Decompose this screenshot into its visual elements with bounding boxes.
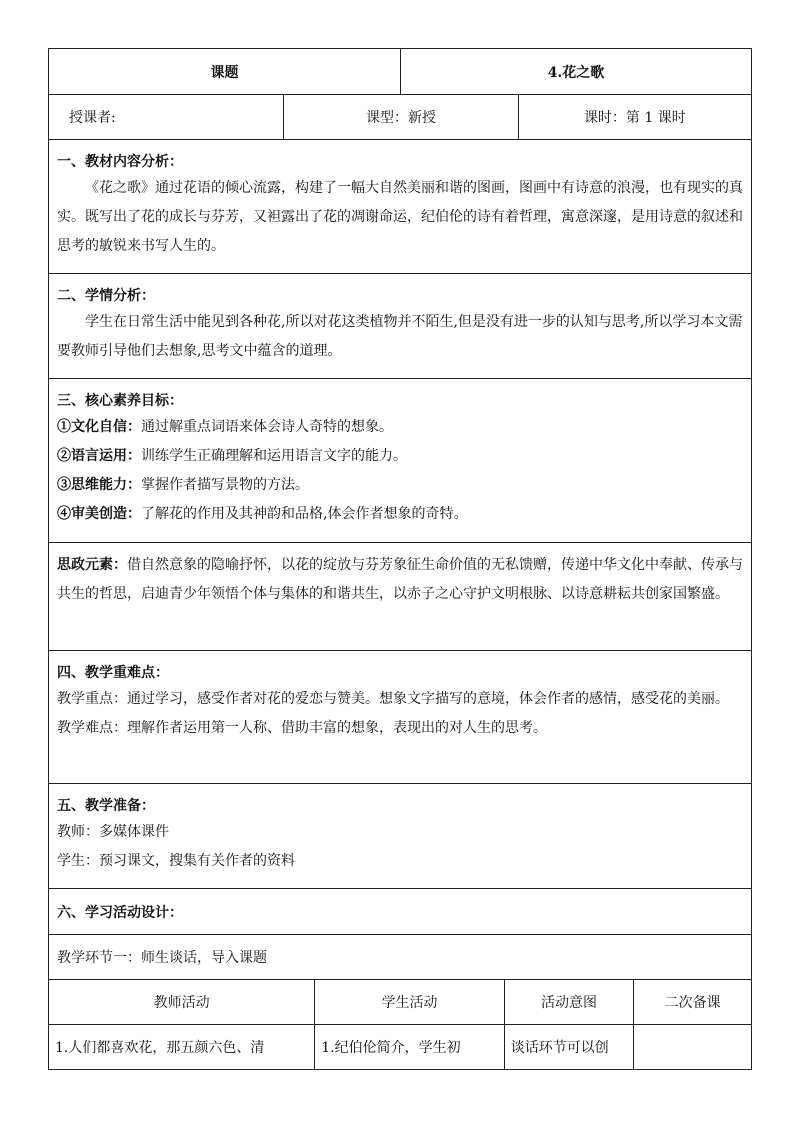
lesson-plan-table [48,48,752,1070]
students-section [48,274,752,379]
key-focus: 教学重点：通过学习，感受作者对花的爱恋与赞美。想象文字描写的意境，体会作者的感情，感受花的美丽。 [57,691,729,707]
activity-row [48,1025,752,1070]
lesson-time: 课时：第 1 课时 [518,95,751,139]
ideology-paragraph [57,551,743,609]
students-text: 学生在日常生活中能见到各种花,所以对花这类植物并不陌生,但是没有进一步的认知与思考,所以学习本文需要教师引导他们去想象,思考文中蕴含的道理。 [57,314,743,359]
goal-item [57,413,743,442]
goal-text: 通过解重点词语来体会诗人奇特的想象。 [141,419,393,435]
topic-value: 4.花之歌 [400,49,751,94]
col-student-activity: 学生活动 [314,980,503,1024]
material-text: 《花之歌》通过花语的倾心流露，构建了一幅大自然美丽和谐的图画，图画中有诗意的浪漫，也有现实的真实。既写出了花的成长与芬芳，又袒露出了花的凋谢命运，纪伯伦的诗有着哲理，寓意深邃，是用诗意的叙述和思考的敏锐来书写人生的。 [57,180,743,254]
goal-item [57,442,743,471]
preparation-section [48,784,752,889]
col-second-prep: 二次备课 [633,980,751,1024]
goal-label: ④审美创造： [57,506,141,522]
activity-header-row [48,980,752,1025]
activity-second-prep [633,1025,751,1069]
meta-row [48,95,752,140]
key-points-title: 四、教学重难点： [57,665,169,681]
goals-section [48,379,752,543]
goal-text: 了解花的作用及其神韵和品格,体会作者想象的奇特。 [141,506,468,522]
material-section [48,140,752,274]
ideology-section [48,543,752,651]
stage-one: 教学环节一：师生谈话，导入课题 [57,950,267,966]
activities-title: 六、学习活动设计： [57,904,183,921]
col-teacher-activity: 教师活动 [153,995,210,1011]
goal-item [57,500,743,529]
col-purpose: 活动意图 [504,980,634,1024]
key-difficulty: 教学难点：理解作者运用第一人称、借助丰富的想象，表现出的对人生的思考。 [57,720,547,736]
preparation-teacher: 教师：多媒体课件 [57,824,169,840]
lesson-type: 课型：新授 [283,95,517,139]
students-title: 二、学情分析： [57,288,155,304]
goal-label: ③思维能力： [57,477,141,493]
activity-student: 1.纪伯伦简介，学生初 [314,1025,503,1069]
ideology-label: 思政元素： [57,557,127,573]
preparation-student: 学生：预习课文，搜集有关作者的资料 [57,853,295,869]
goals-title: 三、核心素养目标： [57,393,183,409]
goal-text: 掌握作者描写景物的方法。 [141,477,309,493]
activity-purpose: 谈话环节可以创 [504,1025,634,1069]
goal-item [57,471,743,500]
goal-text: 训练学生正确理解和运用语言文字的能力。 [141,448,407,464]
goal-label: ②语言运用： [57,448,141,464]
activity-teacher: 1.人们都喜欢花，那五颜六色、清 [55,1040,265,1056]
topic-row [48,48,752,95]
preparation-title: 五、教学准备： [57,798,155,814]
topic-label: 课题 [210,64,239,81]
stage-row [48,935,752,980]
ideology-text: 借自然意象的隐喻抒怀，以花的绽放与芬芳象征生命价值的无私馈赠，传递中华文化中奉献、传承与共生的哲思，启迪青少年领悟个体与集体的和谐共生，以赤子之心守护文明根脉、以诗意耕耘共创家国繁盛。 [57,557,743,602]
material-title: 一、教材内容分析： [57,154,183,170]
activities-title-row [48,889,752,935]
teacher-label: 授课者: [69,110,116,126]
goal-label: ①文化自信： [57,419,141,435]
key-points-section [48,651,752,784]
